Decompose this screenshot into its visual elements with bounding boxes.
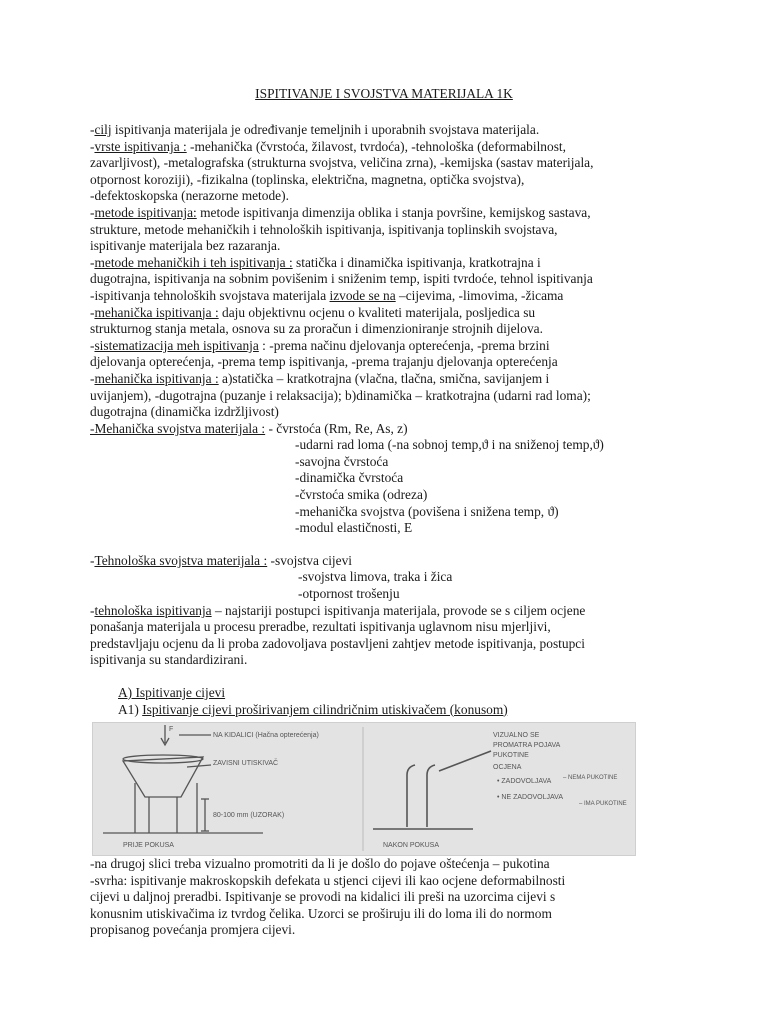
paragraph-systematization: [90, 338, 690, 371]
text-line: statička i dinamička ispitivanja, kratkotrajna i: [292, 254, 541, 270]
text-line: dugotrajna, ispitivanja na sobnim povišenim i sniženim temp, ispiti tvrdoće, tehnol ispitivanja: [90, 271, 593, 287]
dash: -: [90, 122, 95, 137]
mech-props-list: [90, 421, 690, 438]
paragraph-test-types: [90, 139, 690, 205]
text-line: -svrha: ispitivanje makroskopskih defekata u stjenci cijevi ili kao ocjene deformabilnosti: [90, 872, 566, 888]
term-test-types: vrste ispitivanja :: [94, 138, 187, 154]
term-test-methods: metode ispitivanja:: [94, 204, 197, 220]
text-line: strukturnog stanja metala, osnova su za proračun i dimenzioniranje strojnih dijelova.: [90, 321, 543, 337]
label-before-test: PRIJE POKUSA: [123, 842, 174, 849]
label-satisfies: • ZADOVOLJAVA: [497, 778, 552, 785]
paragraph-goal: [90, 122, 690, 139]
dash: -: [90, 552, 95, 568]
label-visual-4: OCJENA: [493, 764, 522, 771]
text-line: a)statička – kratkotrajna (vlačna, tlačna, smična, savijanjem i: [218, 370, 550, 386]
leader-line: [439, 751, 491, 771]
section-a1-title: Ispitivanje cijevi proširivanjem cilindričnim utiskivačem (konusom): [142, 701, 508, 717]
list-item: -otpornost trošenju: [298, 586, 400, 602]
tube-expansion-figure: [92, 722, 636, 856]
figure-explanation: [90, 856, 690, 939]
label-no-crack: – NEMA PUKOTINE: [563, 775, 618, 781]
paragraph-mech-tests-types: [90, 371, 690, 421]
after-sketch: [373, 751, 491, 829]
document-body: [90, 122, 690, 718]
mech-props-items: [90, 437, 690, 537]
label-visual-2: PROMATRA POJAVA: [493, 742, 561, 749]
term-mech-props: -Mehanička svojstva materijala :: [90, 420, 266, 436]
text-line: -defektoskopska (nerazorne metode).: [90, 188, 289, 204]
text-line: dugotrajna (dinamička izdržljivost): [90, 404, 279, 420]
text-line: ispitivanje materijala bez razaranja.: [90, 238, 281, 254]
force-label: F: [169, 726, 174, 733]
label-specimen-height: 80-100 mm (UZORAK): [213, 812, 285, 819]
text-line: konusnim utiskivačima iz tvrdog čelika. Uzorci se proširuju ili do loma ili do normom: [90, 905, 552, 921]
paragraph-tech-tests: [90, 603, 690, 669]
text-line: ponašanja materijala u procesu preradbe, rezultati ispitivanja uglavnom nisu mjerljivi,: [90, 619, 551, 635]
term-mech-tests: mehanička ispitivanja :: [94, 304, 219, 320]
dash: -: [90, 337, 95, 353]
text-line: strukture, metode mehaničkih i tehnoloških ispitivanja, ispitivanja toplinskih svojstava,: [90, 221, 558, 237]
text-line: : -prema načinu djelovanja opterećenja, -prema brzini: [258, 337, 550, 353]
term-goal: cilj: [94, 122, 112, 137]
term-tech-props: Tehnološka svojstva materijala :: [94, 552, 268, 568]
section-number: A1): [118, 701, 143, 717]
dash: -: [90, 254, 95, 270]
dash: -: [90, 204, 95, 220]
label-visual-1: VIZUALNO SE: [493, 732, 540, 739]
list-item: -mehanička svojstva (povišena i snižena temp, ϑ): [295, 503, 559, 519]
label-not-satisfies: • NE ZADOVOLJAVA: [497, 794, 563, 801]
list-item: -modul elastičnosti, E: [295, 520, 413, 536]
text-line: -ispitivanja tehnoloških svojstava materijala: [90, 287, 330, 303]
text-line: predstavljaju ocjenu da li proba zadovoljava postavljeni zahtjev metode ispitivanja, postupci: [90, 635, 585, 651]
tube-after-left: [407, 765, 415, 827]
label-testing-machine: NA KIDALICI (Hačna opterećenja): [213, 732, 319, 739]
paragraph-tech-props-tests: [90, 288, 690, 305]
text-line: metode ispitivanja dimenzija oblika i stanja površine, kemijskog sastava,: [196, 204, 591, 220]
dash: -: [90, 370, 95, 386]
tube-after-right: [427, 765, 435, 827]
term-mech-tests-2: mehanička ispitivanja :: [94, 370, 219, 386]
list-item: - čvrstoća (Rm, Re, As, z): [265, 420, 408, 436]
figure-sketch: [93, 723, 635, 855]
text-line: ispitivanja su standardizirani.: [90, 652, 248, 668]
list-item: -savojna čvrstoća: [295, 453, 389, 469]
label-visual-3: PUKOTINE: [493, 752, 529, 759]
text-line: -na drugoj slici treba vizualno promotriti da li je došlo do pojave oštećenja – pukotina: [90, 856, 550, 871]
list-item: -čvrstoća smika (odreza): [295, 487, 428, 503]
text-line: daju objektivnu ocjenu o kvaliteti materijala, posljedica su: [218, 304, 536, 320]
text-line: –cijevima, -limovima, -žicama: [395, 287, 564, 303]
tech-props-list: [90, 553, 690, 570]
list-item: -udarni rad loma (-na sobnoj temp,ϑ i na sniženoj temp,ϑ): [295, 437, 604, 453]
text-line: djelovanja opterećenja, -prema temp ispitivanja, -prema trajanju djelovanja opterećenja: [90, 354, 558, 370]
page-title: ISPITIVANJE I SVOJSTVA MATERIJALA 1K: [255, 86, 513, 101]
term-tech-tests: tehnološka ispitivanja: [94, 602, 212, 618]
term-performed-on: izvode se na: [329, 287, 396, 303]
dash: -: [90, 602, 95, 618]
list-item: -svojstva cijevi: [267, 552, 352, 568]
section-heading-a: [90, 685, 690, 702]
text-line: uvijanjem), -dugotrajna (puzanje i relaksacija); b)dinamička – kratkotrajna (udarni rad loma);: [90, 387, 591, 403]
goal-text: ispitivanja materijala je određivanje temeljnih i uporabnih svojstava materijala.: [111, 122, 540, 137]
section-heading-a1: [90, 702, 690, 719]
tech-props-items: [90, 569, 690, 602]
text-line: propisanog povećanja promjera cijevi.: [90, 922, 296, 938]
label-punch: ZAVISNI UTISKIVAČ: [213, 760, 279, 767]
list-item: -dinamička čvrstoća: [295, 470, 404, 486]
dash: -: [90, 304, 95, 320]
dash: -: [90, 138, 95, 154]
figure-labels: [123, 726, 627, 849]
text-line: -mehanička (čvrstoća, žilavost, tvrdoća), -tehnološka (deformabilnost,: [186, 138, 566, 154]
text-line: zavarljivost), -metalografska (strukturna svojstva, veličina zrna), -kemijska (sastav materijala,: [90, 155, 594, 171]
term-mech-tech-methods: metode mehaničkih i teh ispitivanja :: [94, 254, 293, 270]
label-has-crack: – IMA PUKOTINE: [579, 801, 627, 807]
list-item: -svojstva limova, traka i žica: [298, 569, 453, 585]
paragraph-mech-tech-methods: [90, 255, 690, 288]
text-line: – najstariji postupci ispitivanja materijala, provode se s ciljem ocjene: [211, 602, 586, 618]
paragraph-test-methods: [90, 205, 690, 255]
text-line: cijevi u daljnoj preradbi. Ispitivanje se provodi na kidalici ili preši na uzorcima cijevi s: [90, 889, 556, 905]
section-a-title: A) Ispitivanje cijevi: [118, 685, 226, 700]
term-systematization: sistematizacija meh ispitivanja: [94, 337, 259, 353]
text-line: otpornost koroziji), -fizikalna (toplinska, električna, magnetna, optička svojstva),: [90, 171, 525, 187]
label-after-test: NAKON POKUSA: [383, 842, 440, 849]
paragraph-mech-tests: [90, 305, 690, 338]
spacer: [90, 669, 690, 685]
spacer: [90, 537, 690, 553]
